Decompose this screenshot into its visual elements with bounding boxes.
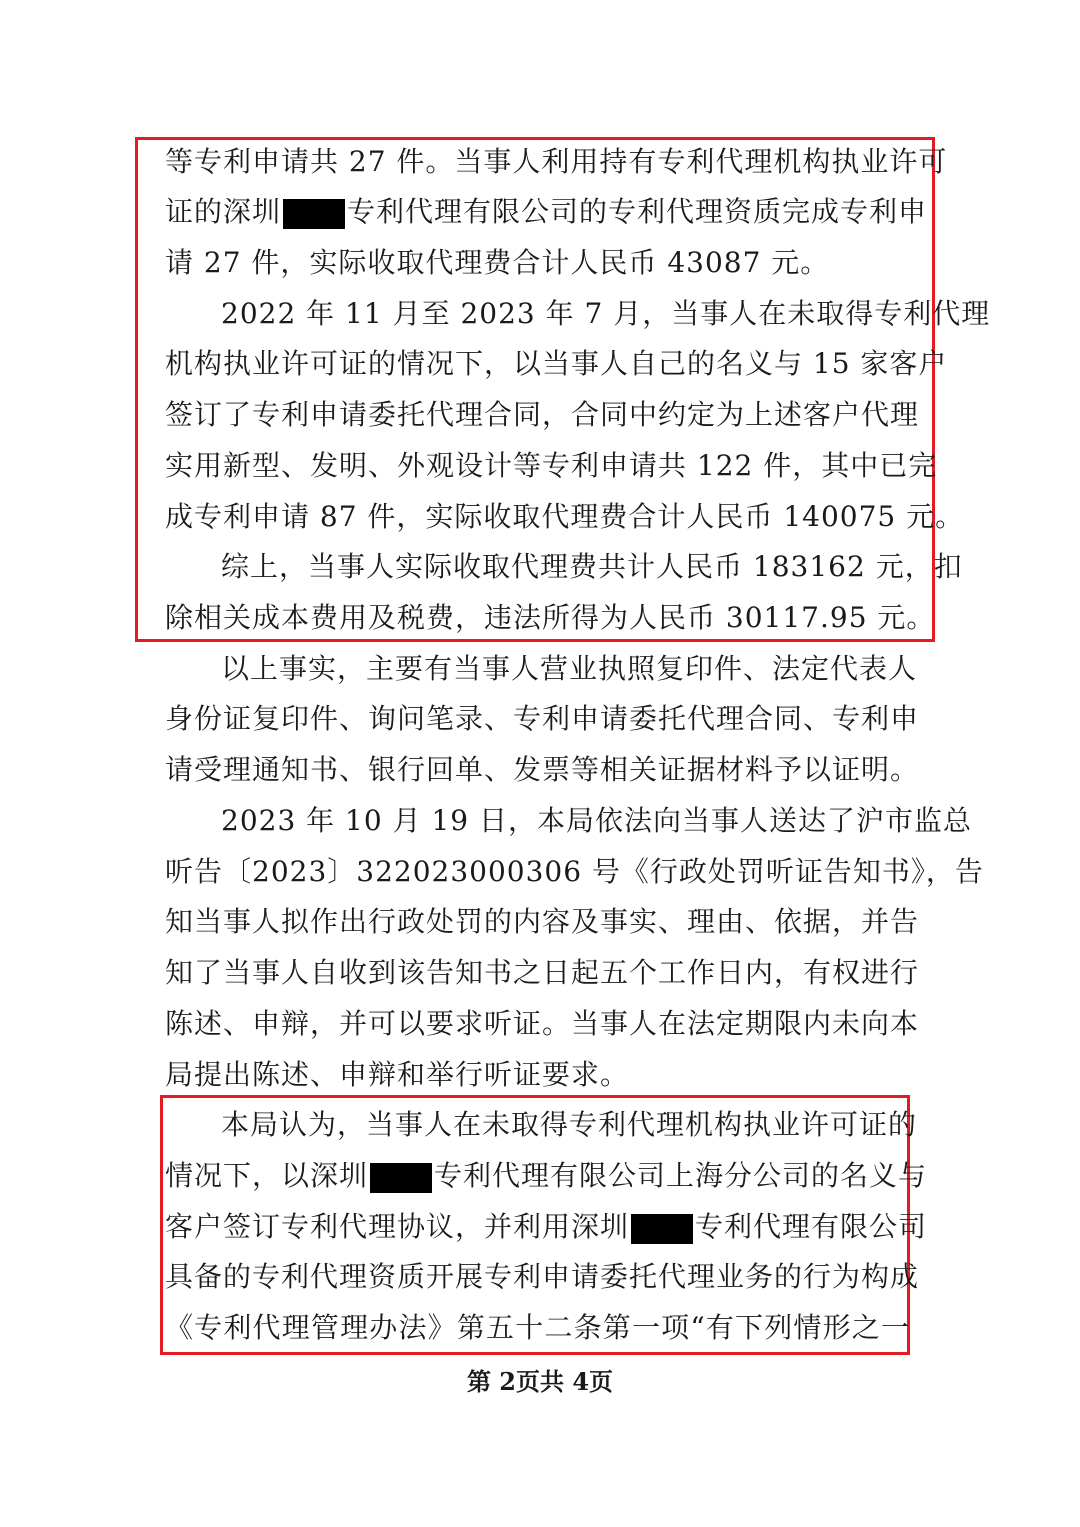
text-line (165, 1151, 928, 1201)
text-line: 局提出陈述、申辩和举行听证要求。 (165, 1058, 630, 1091)
text-segment: 专利代理有限公司 (695, 1210, 928, 1243)
text-line: 等专利申请共 27 件。当事人利用持有专利代理机构执业许可 (165, 145, 948, 178)
text-line: 实用新型、发明、外观设计等专利申请共 122 件，其中已完 (165, 449, 938, 482)
text-line: 签订了专利申请委托代理合同，合同中约定为上述客户代理 (165, 398, 920, 431)
text-segment: 专利代理有限公司上海分公司的名义与 (434, 1159, 928, 1192)
text-line: 本局认为，当事人在未取得专利代理机构执业许可证的 (221, 1108, 918, 1141)
text-line (165, 187, 928, 237)
text-line: 听告〔2023〕322023000306 号《行政处罚听证告知书》，告 (165, 855, 984, 888)
text-segment: 证的深圳 (165, 195, 282, 228)
text-line: 请 27 件，实际收取代理费合计人民币 43087 元。 (165, 246, 830, 279)
page-footer: 第 2页共 4页 (466, 1367, 614, 1396)
text-line: 2022 年 11 月至 2023 年 7 月，当事人在未取得专利代理 (221, 297, 991, 330)
text-line: 2023 年 10 月 19 日，本局依法向当事人送达了沪市监总 (221, 804, 973, 837)
text-line: 知了当事人自收到该告知书之日起五个工作日内，有权进行 (165, 956, 920, 989)
redaction-block (370, 1163, 432, 1193)
text-segment: 情况下，以深圳 (165, 1159, 369, 1192)
text-line: 以上事实，主要有当事人营业执照复印件、法定代表人 (221, 652, 918, 685)
text-line: 成专利申请 87 件，实际收取代理费合计人民币 140075 元。 (165, 500, 965, 533)
text-segment: 客户签订专利代理协议，并利用深圳 (165, 1210, 630, 1243)
text-line (165, 1202, 928, 1252)
text-segment: 专利代理有限公司的专利代理资质完成专利申 (347, 195, 928, 228)
text-line: 《专利代理管理办法》第五十二条第一项“有下列情形之一 (165, 1311, 910, 1344)
text-line: 请受理通知书、银行回单、发票等相关证据材料予以证明。 (165, 753, 920, 786)
text-line: 综上，当事人实际收取代理费共计人民币 183162 元，扣 (221, 550, 963, 583)
redaction-block (631, 1214, 693, 1244)
text-line: 除相关成本费用及税费，违法所得为人民币 30117.95 元。 (165, 601, 936, 634)
text-line: 身份证复印件、询问笔录、专利申请委托代理合同、专利申 (165, 702, 920, 735)
text-line: 陈述、申辩，并可以要求听证。当事人在法定期限内未向本 (165, 1007, 920, 1040)
text-line: 具备的专利代理资质开展专利申请委托代理业务的行为构成 (165, 1260, 920, 1293)
text-line: 机构执业许可证的情况下，以当事人自己的名义与 15 家客户 (165, 347, 948, 380)
redaction-block (283, 199, 345, 229)
text-line: 知当事人拟作出行政处罚的内容及事实、理由、依据，并告 (165, 905, 920, 938)
